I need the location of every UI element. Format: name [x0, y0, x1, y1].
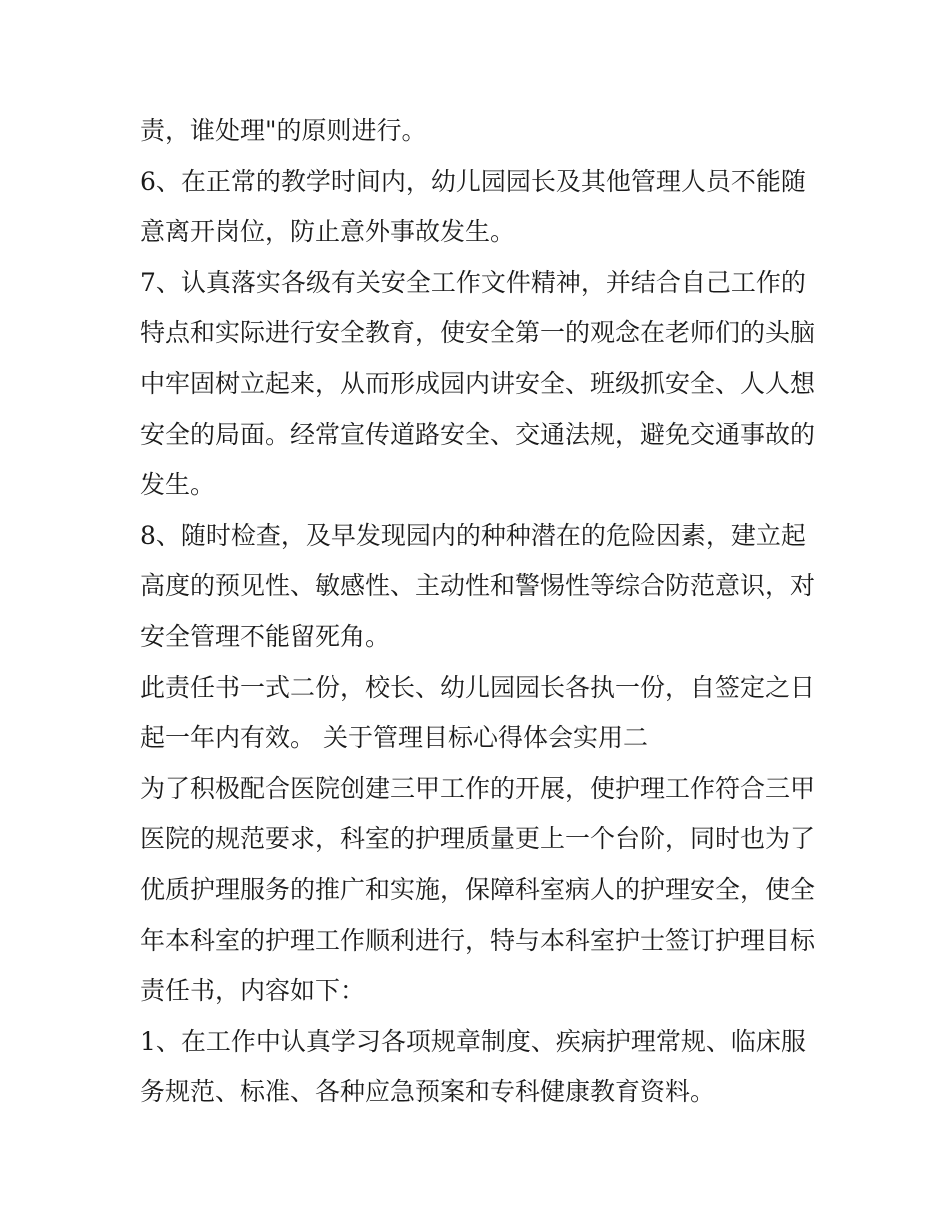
text-line: 责，谁处理"的原则进行。 — [140, 116, 427, 145]
text-line: 7、认真落实各级有关安全工作文件精神，并结合自己工作的 — [140, 267, 806, 297]
text-line: 8、随时检查，及早发现园内的种种潜在的危险因素，建立起 — [140, 520, 806, 550]
text-line: 务规范、标准、各种应急预案和专科健康教育资料。 — [140, 1077, 716, 1107]
text-line: 特点和实际进行安全教育，使安全第一的观念在老师们的头脑 — [140, 318, 816, 348]
text-line: 1、在工作中认真学习各项规章制度、疾病护理常规、临床服 — [140, 1026, 806, 1056]
text-line: 医院的规范要求，科室的护理质量更上一个台阶，同时也为了 — [140, 824, 816, 854]
text-line: 起一年内有效。 关于管理目标心得体会实用二 — [140, 723, 648, 753]
text-line: 中牢固树立起来，从而形成园内讲安全、班级抓安全、人人想 — [140, 368, 816, 398]
text-line: 安全管理不能留死角。 — [140, 621, 391, 651]
text-line: 优质护理服务的推广和实施，保障科室病人的护理安全，使全 — [140, 874, 816, 904]
text-line: 发生。 — [140, 470, 216, 500]
text-line: 意离开岗位，防止意外事故发生。 — [140, 217, 516, 247]
text-line: 6、在正常的教学时间内，幼儿园园长及其他管理人员不能随 — [140, 166, 806, 196]
text-line: 高度的预见性、敏感性、主动性和警惕性等综合防范意识，对 — [140, 571, 816, 601]
document-body — [140, 106, 820, 1118]
text-line: 为了积极配合医院创建三甲工作的开展，使护理工作符合三甲 — [140, 773, 816, 803]
text-line: 此责任书一式二份，校长、幼儿园园长各执一份，自签定之日 — [140, 672, 816, 702]
text-line: 责任书，内容如下： — [140, 976, 366, 1006]
text-line: 安全的局面。经常宣传道路安全、交通法规，避免交通事故的 — [140, 419, 816, 449]
text-line: 年本科室的护理工作顺利进行，特与本科室护士签订护理目标 — [140, 925, 816, 955]
